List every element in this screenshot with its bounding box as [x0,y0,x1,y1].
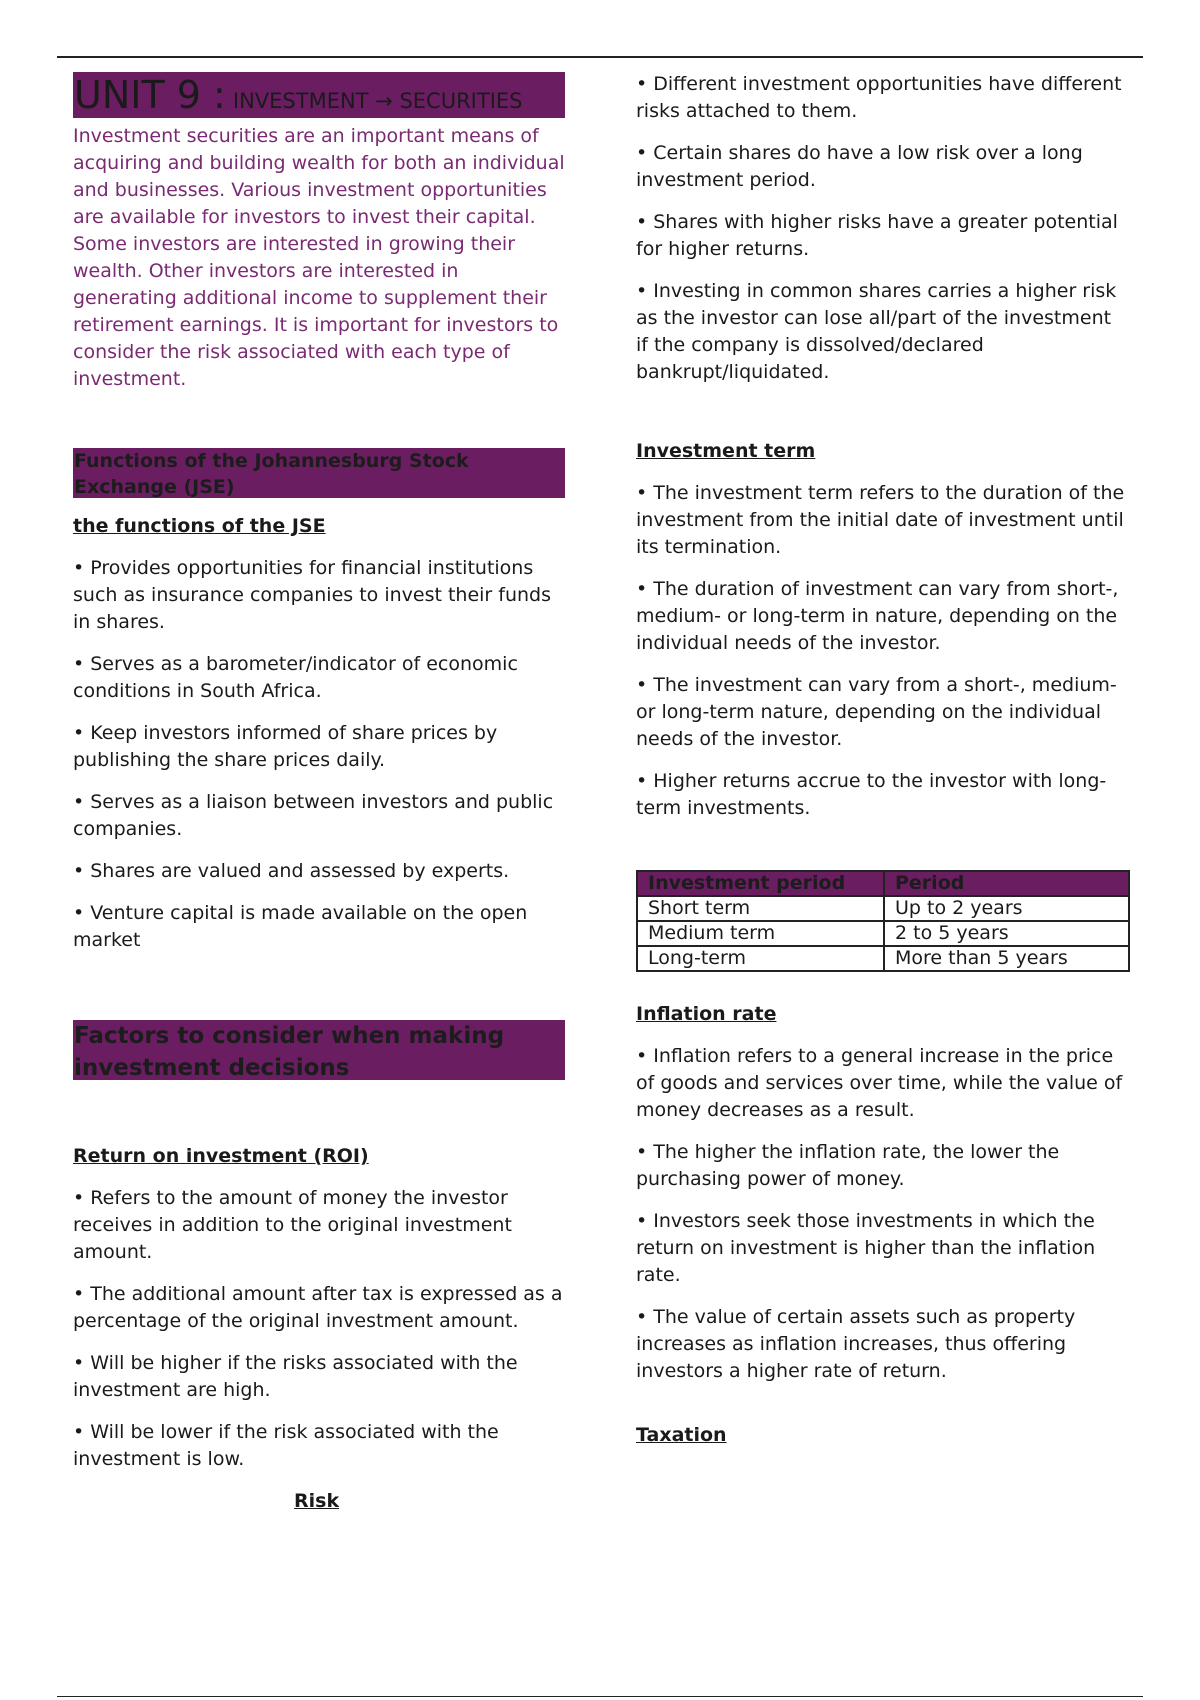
table-row [637,946,1129,971]
table-cell: More than 5 years [884,946,1129,971]
roi-heading: Return on investment (ROI) [73,1145,369,1167]
risk-bullet: • Certain shares do have a low risk over a long investment period. [636,140,1128,194]
jse-subheading: the functions of the JSE [73,515,326,537]
table-row [637,896,1129,921]
table-header: Investment period [637,871,884,896]
risk-bullet: • Different investment opportunities have different risks attached to them. [636,71,1128,125]
roi-bullet: • Will be lower if the risk associated with the investment is low. [73,1419,565,1473]
left-column [73,72,565,1530]
jse-bullet: • Serves as a liaison between investors and public companies. [73,789,565,843]
roi-bullet: • Refers to the amount of money the investor receives in addition to the original investment amount. [73,1185,565,1266]
inflation-rate-heading: Inflation rate [636,1003,777,1025]
table-header-row [637,871,1129,896]
bottom-rule [57,1696,1143,1697]
jse-bullet: • Serves as a barometer/indicator of economic conditions in South Africa. [73,651,565,705]
table-row [637,921,1129,946]
unit-title-topic: INVESTMENT → SECURITIES [232,89,523,113]
factors-section-heading: Factors to consider when making investment decisions [73,1020,565,1080]
jse-bullet: • Shares are valued and assessed by experts. [73,858,565,885]
intro-paragraph: Investment securities are an important means of acquiring and building wealth for both an individual and businesses. Various investment opportunities are available for investors to invest their capital. Some investors are interested in growing their wealth. Other investors are interested in generating additional income to supplement their retirement earnings. It is important for investors to consider the risk associated with each type of investment. [73,125,565,390]
unit-title-number: UNIT 9 : [74,73,226,117]
table-cell: Up to 2 years [884,896,1129,921]
risk-heading: Risk [294,1490,340,1512]
jse-bullet: • Keep investors informed of share prices by publishing the share prices daily. [73,720,565,774]
investment-term-heading: Investment term [636,440,816,462]
jse-bullet: • Provides opportunities for financial institutions such as insurance companies to invest their funds in shares. [73,555,565,636]
table-cell: Short term [637,896,884,921]
jse-section-heading: Functions of the Johannesburg Stock Exchange (JSE) [73,448,565,498]
right-column [636,71,1128,1464]
table-cell: Medium term [637,921,884,946]
top-rule [57,56,1143,58]
table-cell: 2 to 5 years [884,921,1129,946]
term-bullet: • The investment term refers to the duration of the investment from the initial date of investment until its termination. [636,480,1128,561]
jse-bullet: • Venture capital is made available on the open market [73,900,565,954]
roi-bullet: • The additional amount after tax is expressed as a percentage of the original investment amount. [73,1281,565,1335]
inflation-bullet: • The value of certain assets such as property increases as inflation increases, thus offering investors a higher rate of return. [636,1304,1128,1385]
roi-bullet: • Will be higher if the risks associated with the investment are high. [73,1350,565,1404]
risk-bullet: • Investing in common shares carries a higher risk as the investor can lose all/part of the investment if the company is dissolved/declared bankrupt/liquidated. [636,278,1128,386]
unit-title [73,72,565,118]
taxation-heading: Taxation [636,1424,727,1446]
term-bullet: • Higher returns accrue to the investor with long-term investments. [636,768,1128,822]
inflation-bullet: • Inflation refers to a general increase in the price of goods and services over time, while the value of money decreases as a result. [636,1043,1128,1124]
table-cell: Long-term [637,946,884,971]
investment-period-table [636,870,1130,972]
inflation-bullet: • The higher the inflation rate, the lower the purchasing power of money. [636,1139,1128,1193]
term-bullet: • The investment can vary from a short-, medium- or long-term nature, depending on the individual needs of the investor. [636,672,1128,753]
term-bullet: • The duration of investment can vary from short-, medium- or long-term in nature, depending on the individual needs of the investor. [636,576,1128,657]
table-header: Period [884,871,1129,896]
inflation-bullet: • Investors seek those investments in which the return on investment is higher than the inflation rate. [636,1208,1128,1289]
risk-bullet: • Shares with higher risks have a greater potential for higher returns. [636,209,1128,263]
